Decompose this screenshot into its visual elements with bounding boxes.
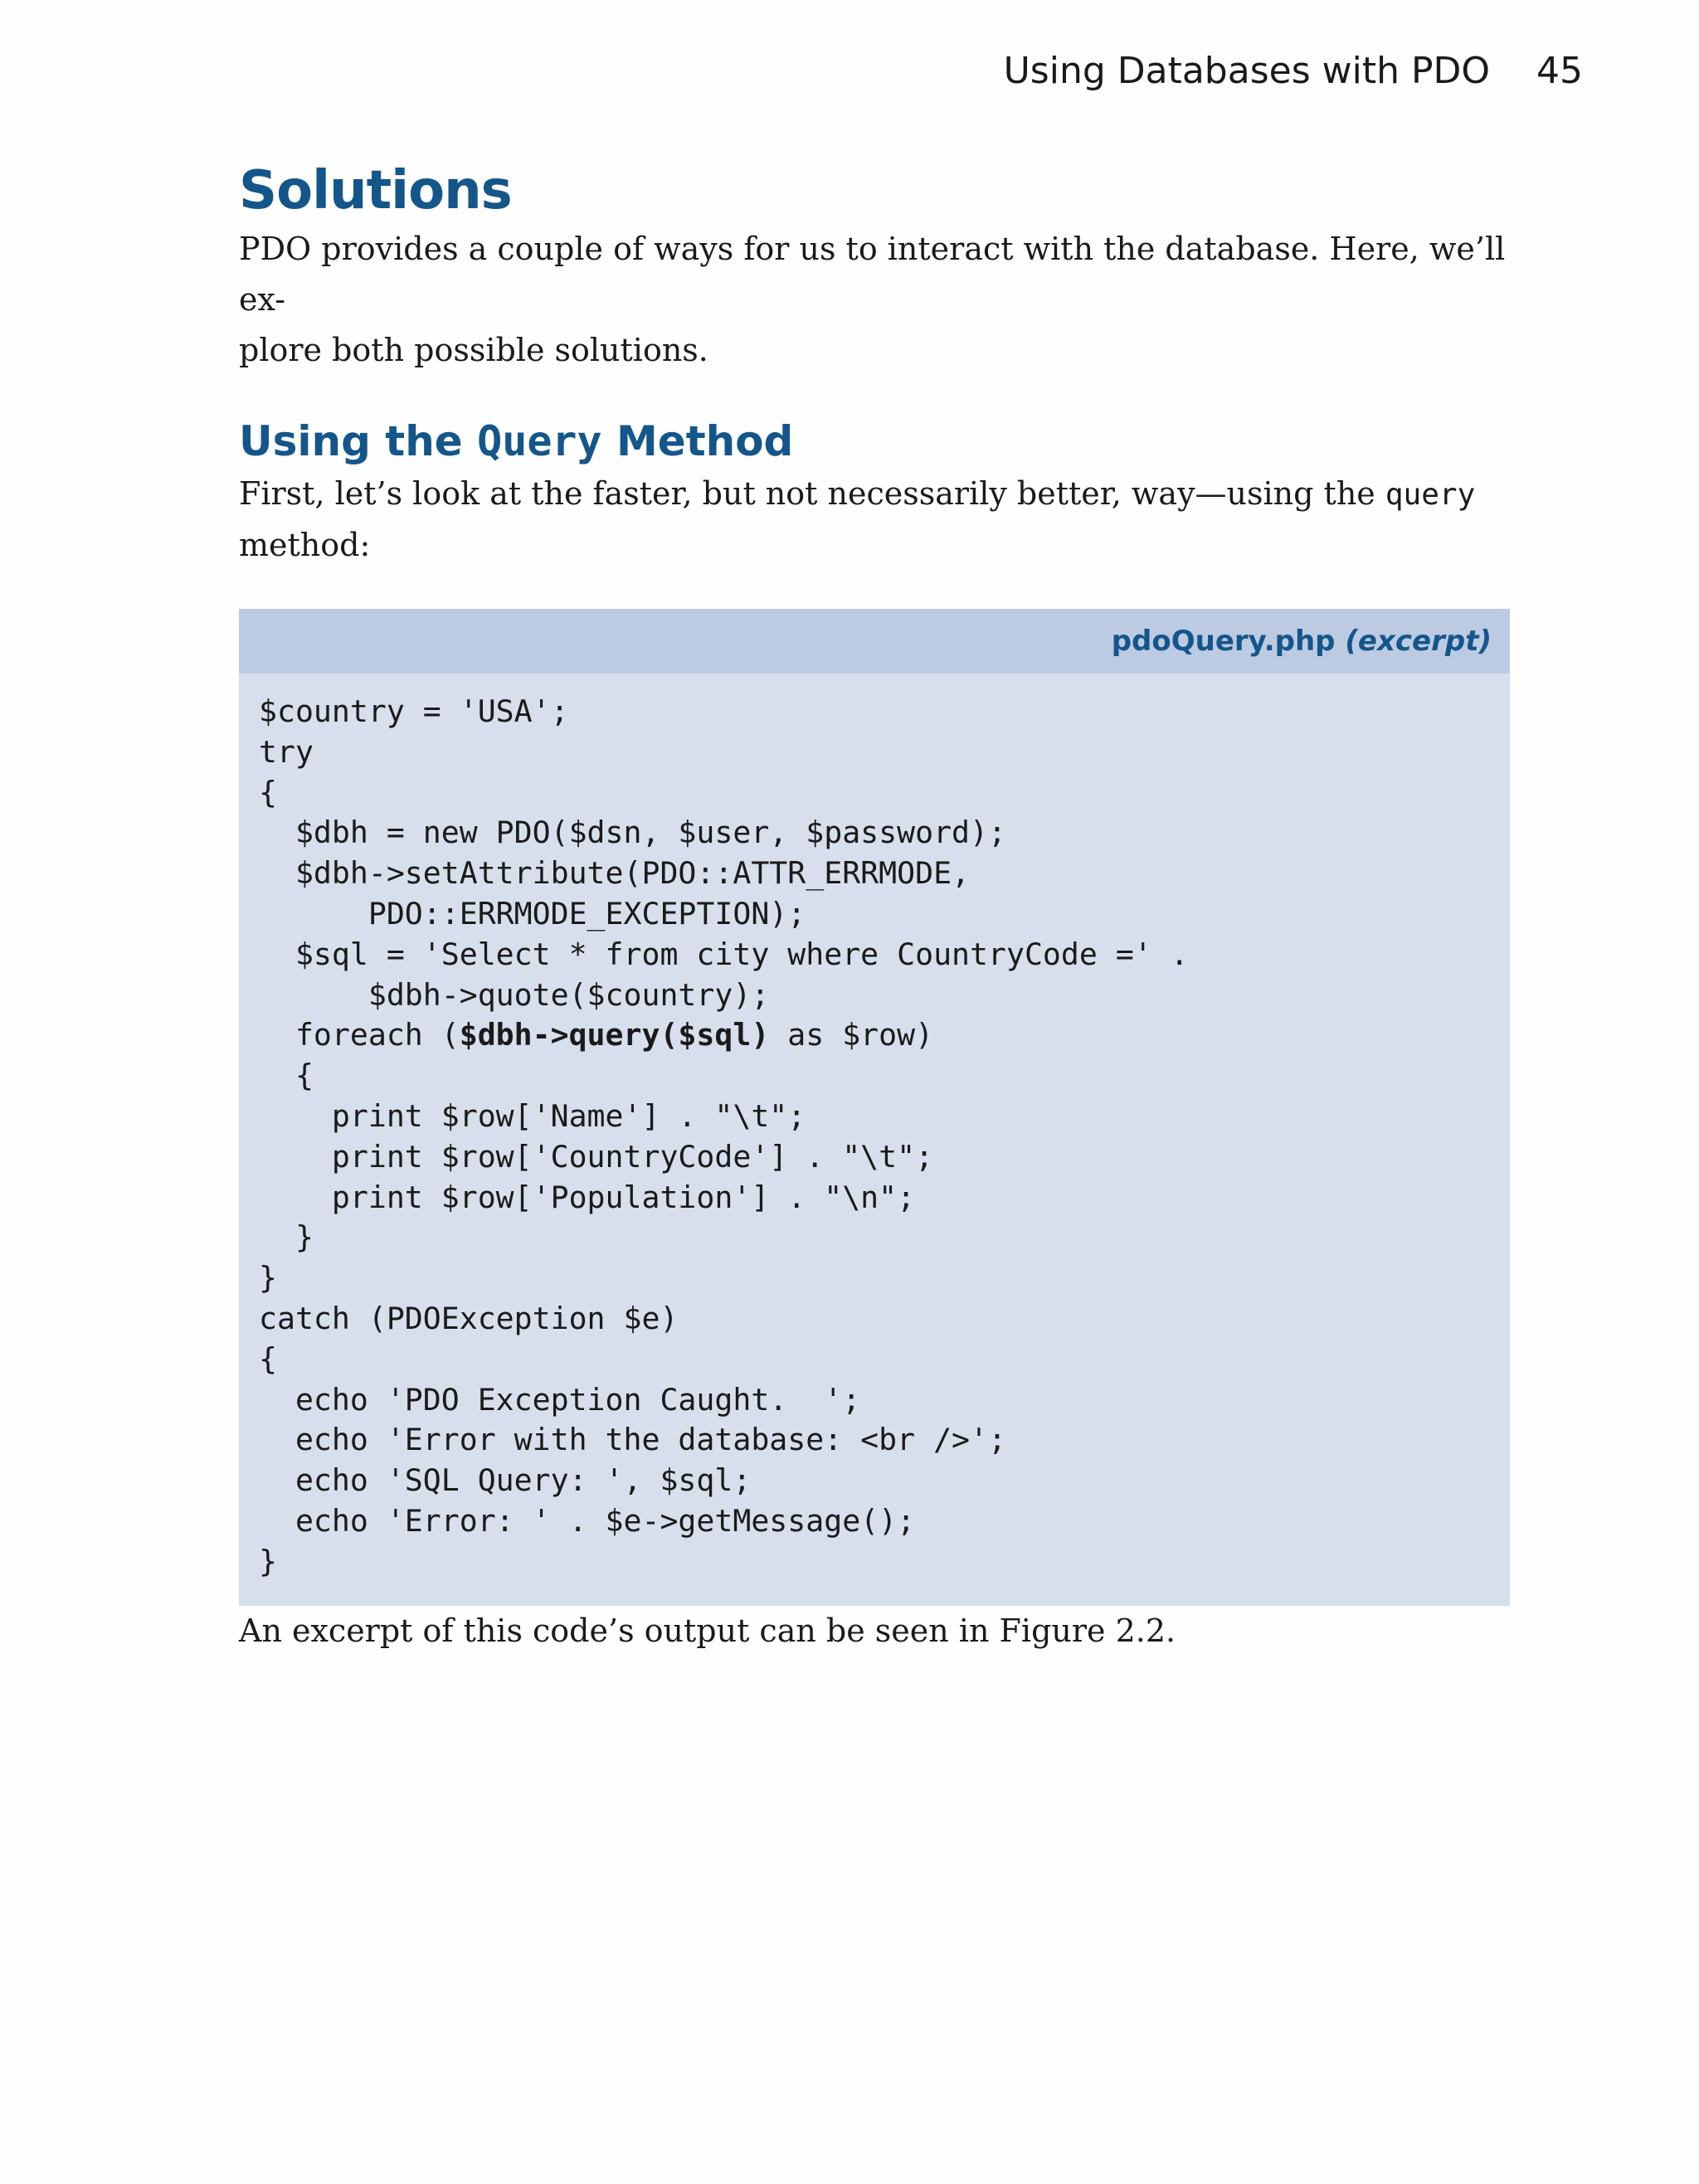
section-title: Solutions — [239, 160, 512, 221]
page-number: 45 — [1536, 50, 1583, 92]
subsection-title — [239, 414, 1508, 469]
running-head-title: Using Databases with PDO — [1003, 50, 1490, 92]
lead-paragraph — [239, 469, 1508, 571]
code-filename-note: (excerpt) — [1345, 625, 1492, 658]
code-lines-after: as $row) { print $row['Name'] . "\t"; print $row['CountryCode'] . "\t"; print $row['Population'] . "\n"; } } catch (PDOException $e) { echo 'PDO Exception Caught. '; echo 'Error with the database: <br />'; echo 'SQL Query: ', $sql; echo 'Error: ' . $e->getMessage(); } — [259, 1017, 1006, 1579]
lead-text-after: method: — [239, 527, 371, 563]
code-filename: pdoQuery.php — [1111, 625, 1336, 658]
lead-text-before: First, let’s look at the faster, but not necessarily better, way—using the — [239, 475, 1385, 512]
code-listing-body — [239, 674, 1510, 1606]
subsection-title-suffix: Method — [601, 417, 794, 465]
code-lines-before: $country = 'USA'; try { $dbh = new PDO($dsn, $user, $password); $dbh->setAttribute(PDO::ATTR_ERRMODE, PDO::ERRMODE_EXCEPTION); $sql = 'Select * from city where CountryCode =' . $dbh->quote($country); foreach ( — [259, 693, 1189, 1053]
page-content — [239, 158, 1508, 1656]
intro-text: PDO provides a couple of ways for us to interact with the database. Here, we’ll ex- plore both possible solutions. — [239, 231, 1506, 368]
code-listing-header — [239, 609, 1510, 674]
running-head — [1004, 50, 1583, 92]
closing-paragraph: An excerpt of this code’s output can be seen in Figure 2.2. — [239, 1612, 1176, 1649]
subsection-title-prefix: Using the — [239, 417, 478, 465]
subsection-title-code: Query — [477, 417, 602, 465]
code-listing — [239, 609, 1510, 1606]
lead-inline-code: query — [1385, 478, 1476, 512]
intro-paragraph — [239, 224, 1508, 376]
code-highlight: $dbh->query($sql) — [459, 1017, 770, 1053]
